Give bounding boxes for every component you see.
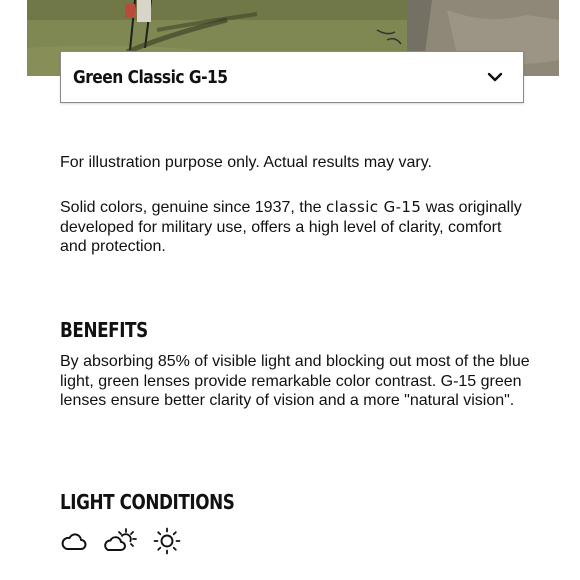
description-before: Solid colors, genuine since 1937, the	[60, 199, 326, 216]
partly-sunny-icon	[102, 527, 138, 560]
lens-selector-value: Green Classic G-15	[73, 66, 228, 88]
light-conditions-heading: LIGHT CONDITIONS	[60, 490, 235, 514]
lens-description	[60, 198, 530, 257]
description-highlight: classic G-15	[325, 198, 422, 216]
benefits-heading: BENEFITS	[60, 318, 148, 342]
light-conditions-icons	[60, 527, 182, 560]
benefits-text: By absorbing 85% of visible light and blocking out most of the blue light, green lenses provide remarkable color contrast. G-15 green lenses ensure better clarity of vision and a more "natural vision".	[60, 353, 530, 409]
cloud-icon	[60, 527, 88, 560]
lens-selector-dropdown[interactable]	[60, 51, 524, 103]
chevron-down-icon	[487, 72, 503, 82]
description-after: was originally developed for military use, offers a high level of clarity, comfort and protection.	[60, 199, 522, 255]
sun-icon	[152, 527, 182, 560]
disclaimer-text: For illustration purpose only. Actual results may vary.	[60, 154, 432, 171]
